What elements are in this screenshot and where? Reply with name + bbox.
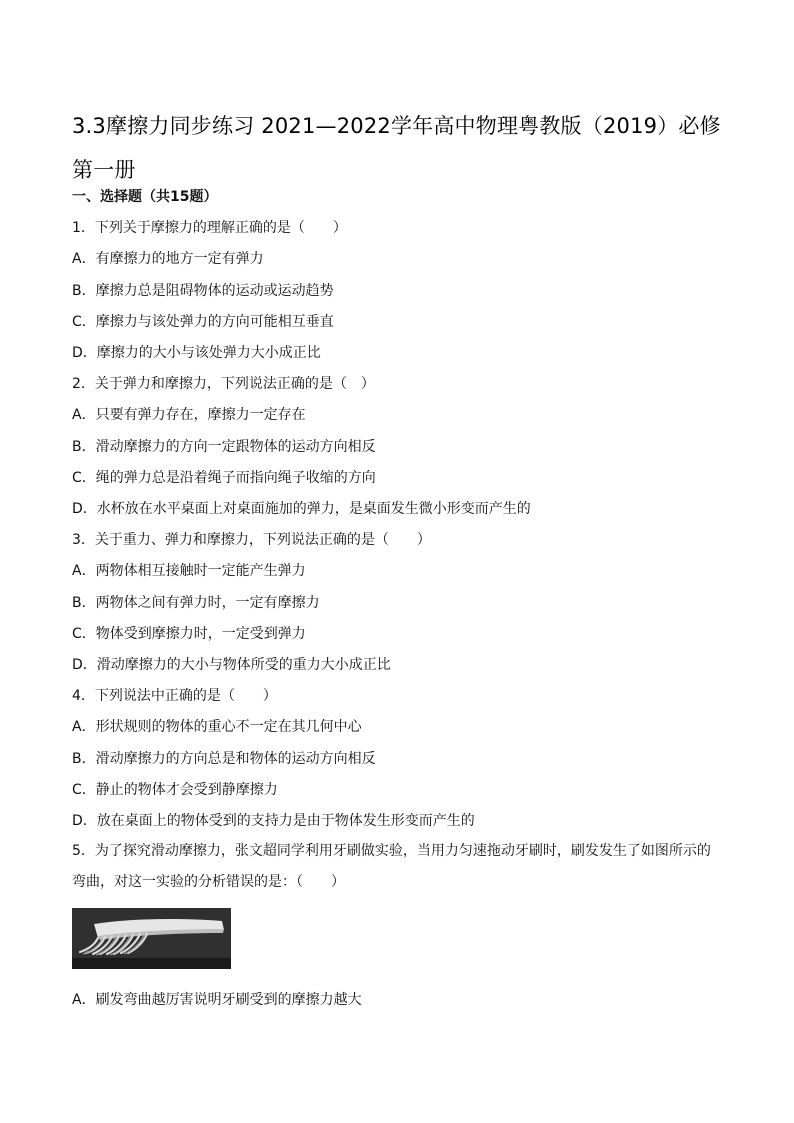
question-1-option-b: B．摩擦力总是阻碍物体的运动或运动趋势 — [72, 283, 334, 299]
question-2-option-b: B．滑动摩擦力的方向一定跟物体的运动方向相反 — [72, 439, 376, 455]
toothbrush-image — [72, 908, 231, 969]
question-2-option-c: C．绳的弹力总是沿着绳子而指向绳子收缩的方向 — [72, 470, 376, 486]
section-heading: 一、选择题（共15题） — [72, 189, 218, 205]
question-2-option-a: A．只要有弹力存在，摩擦力一定存在 — [72, 407, 306, 423]
page-title: 3.3摩擦力同步练习 2021—2022学年高中物理粤教版（2019）必修第一册 — [72, 114, 721, 182]
question-1-stem: 1．下列关于摩擦力的理解正确的是（ ） — [72, 220, 347, 236]
question-1-option-a: A．有摩擦力的地方一定有弹力 — [72, 251, 264, 267]
question-4-option-c: C．静止的物体才会受到静摩擦力 — [72, 782, 278, 798]
question-5-stem: 5．为了探究滑动摩擦力，张文超同学利用牙刷做实验，当用力匀速拖动牙刷时，刷发发生了如图所示的弯曲，对这一实验的分析错误的是：（ ） — [72, 843, 711, 890]
question-2-stem: 2．关于弹力和摩擦力，下列说法正确的是（ ） — [72, 376, 375, 392]
question-1-option-d: D．摩擦力的大小与该处弹力大小成正比 — [72, 345, 321, 361]
question-4-stem: 4．下列说法中正确的是（ ） — [72, 688, 277, 704]
question-5-option-a: A．刷发弯曲越厉害说明牙刷受到的摩擦力越大 — [72, 992, 362, 1008]
question-3-option-b: B．两物体之间有弹力时，一定有摩擦力 — [72, 595, 320, 611]
toothbrush-photo — [72, 908, 231, 969]
question-1-option-c: C．摩擦力与该处弹力的方向可能相互垂直 — [72, 314, 334, 330]
question-4-option-b: B．滑动摩擦力的方向总是和物体的运动方向相反 — [72, 751, 376, 767]
question-3-option-a: A．两物体相互接触时一定能产生弹力 — [72, 563, 306, 579]
question-3-option-c: C．物体受到摩擦力时，一定受到弹力 — [72, 626, 306, 642]
question-3-stem: 3．关于重力、弹力和摩擦力，下列说法正确的是（ ） — [72, 532, 431, 548]
question-4-option-d: D．放在桌面上的物体受到的支持力是由于物体发生形变而产生的 — [72, 813, 475, 829]
question-2-option-d: D．水杯放在水平桌面上对桌面施加的弹力，是桌面发生微小形变而产生的 — [72, 501, 531, 517]
question-3-option-d: D．滑动摩擦力的大小与物体所受的重力大小成正比 — [72, 657, 391, 673]
question-4-option-a: A．形状规则的物体的重心不一定在其几何中心 — [72, 719, 362, 735]
